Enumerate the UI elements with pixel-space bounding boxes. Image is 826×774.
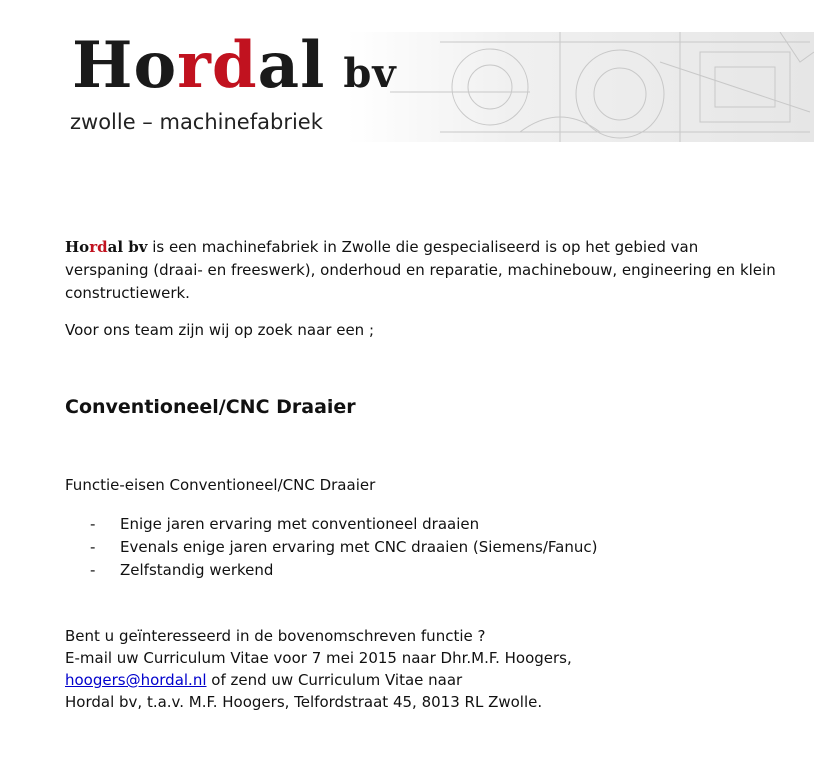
requirements-list <box>90 513 597 582</box>
intro-section <box>65 236 785 342</box>
postal-address: Hordal bv, t.a.v. M.F. Hoogers, Telfordstraat 45, 8013 RL Zwolle. <box>65 693 543 711</box>
interest-question: Bent u geïnteresseerd in de bovenomschreven functie ? <box>65 627 486 645</box>
header-banner <box>60 32 814 142</box>
intro-paragraph: Hordal bv is een machinefabriek in Zwolle die gespecialiseerd is op het gebied van verspaning (draai- en freeswerk), onderhoud en reparatie, machinebouw, engineering en klein constructiewerk. <box>65 238 776 302</box>
team-line: Voor ons team zijn wij op zoek naar een ; <box>65 321 375 339</box>
contact-section <box>65 625 572 713</box>
list-item: - Evenals enige jaren ervaring met CNC draaien (Siemens/Fanuc) <box>90 538 598 556</box>
inline-company-name: Hordal bv <box>65 238 148 256</box>
company-logo: Hordal bv <box>72 32 397 103</box>
list-item: - Zelfstandig werkend <box>90 561 274 579</box>
email-link[interactable]: hoogers@hordal.nl <box>65 671 207 689</box>
job-title: Conventioneel/CNC Draaier <box>65 396 356 418</box>
tagline: zwolle – machinefabriek <box>70 110 323 134</box>
list-item: - Enige jaren ervaring met conventioneel draaien <box>90 515 480 533</box>
email-instruction: E-mail uw Curriculum Vitae voor 7 mei 2015 naar Dhr.M.F. Hoogers, <box>65 649 572 667</box>
email-line: hoogers@hordal.nl of zend uw Curriculum Vitae naar <box>65 671 463 689</box>
requirements-title: Functie-eisen Conventioneel/CNC Draaier <box>65 476 376 494</box>
